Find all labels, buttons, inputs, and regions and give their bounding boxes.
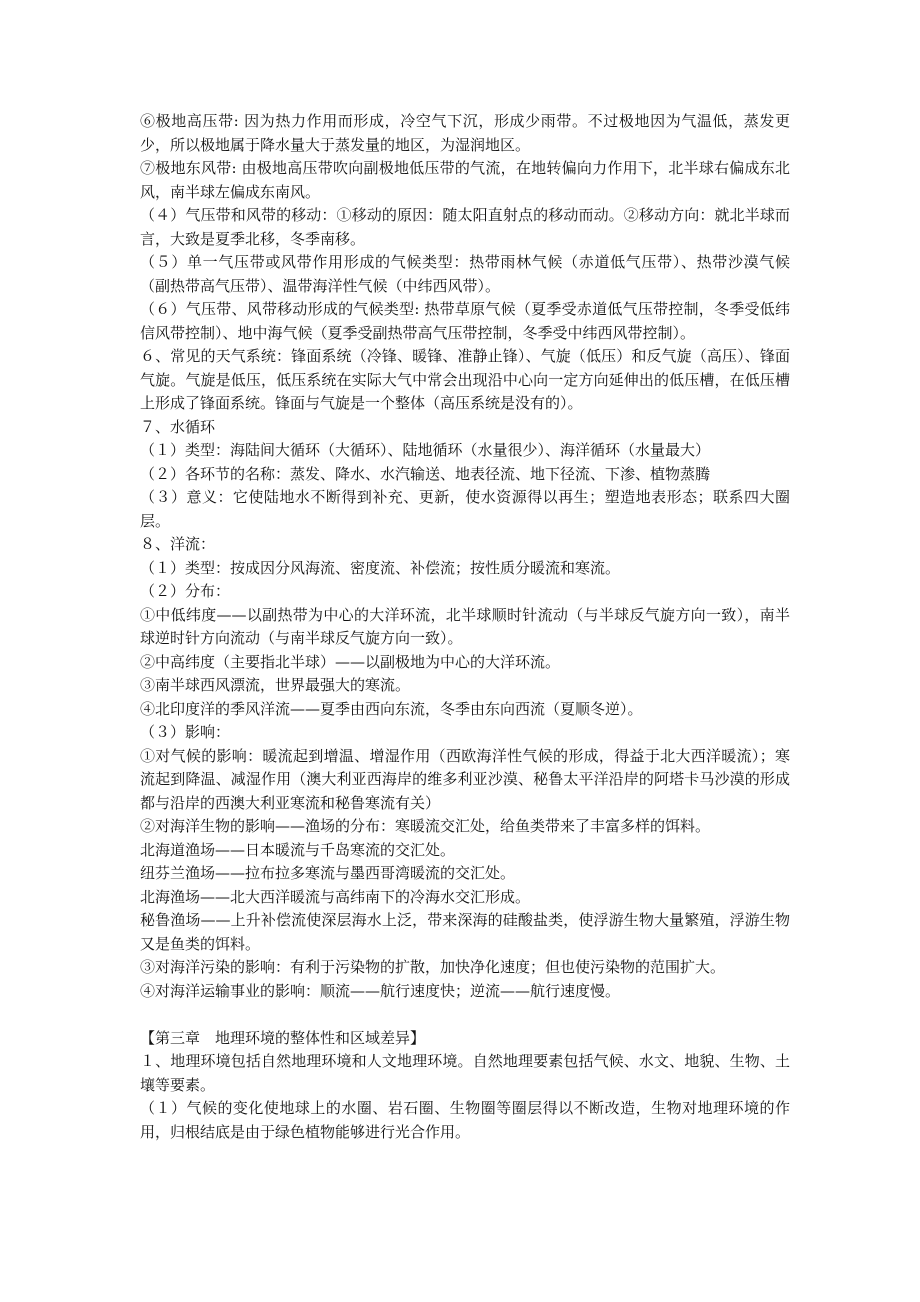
para-effect-pollution: ③对海洋污染的影响：有利于污染物的扩散，加快净化速度；但也使污染物的范围扩大。 — [140, 958, 726, 976]
para-polar-high: ⑥极地高压带: 因为热力作用而形成，冷空气下沉，形成少雨带。不过极地因为气温低，蒸发更少，所以极地属于降水量大于蒸发量的地区，为湿润地区。 — [140, 112, 790, 154]
para-current-types: （１）类型：按成因分风海流、密度流、补偿流；按性质分暖流和寒流。 — [140, 558, 621, 577]
para-west-wind-drift: ③南半球西风漂流，世界最强大的寒流。 — [140, 676, 411, 694]
para-belt-movement: （４）气压带和风带的移动：①移动的原因：随太阳直射点的移动而动。②移动方向：就北半球而言，大致是夏季北移，冬季南移。 — [140, 206, 790, 248]
para-mid-low-latitude: ①中低纬度——以副热带为中心的大洋环流，北半球顺时针流动（与半球反气旋方向一致），南半球逆时针方向流动（与南半球反气旋方向一致）。 — [140, 605, 790, 647]
para-north-sea-fishery: 北海渔场——北大西洋暖流与高纬南下的冷海水交汇形成。 — [140, 887, 531, 906]
chapter-title: 【第三章 地理环境的整体性和区域差异】 — [140, 1028, 426, 1047]
para-moving-belt-climate: （６）气压带、风带移动形成的气候类型: 热带草原气候（夏季受赤道低气压带控制，冬季受低纬信风带控制）、地中海气候（夏季受副热带高气压带控制，冬季受中纬西风带控制）。 — [140, 300, 790, 342]
heading-current-distribution: （２）分布： — [140, 582, 231, 600]
para-climate-change: （１）气候的变化使地球上的水圈、岩石圈、生物圈等圈层得以不断改造，生物对地理环境的作用，归根结底是由于绿色植物能够进行光合作用。 — [140, 1099, 790, 1141]
para-peru-fishery: 秘鲁渔场——上升补偿流使深层海水上泛，带来深海的硅酸盐类，使浮游生物大量繁殖，浮游生物又是鱼类的饵料。 — [140, 911, 790, 953]
para-water-cycle-meaning: （３）意义：它使陆地水不断得到补充、更新，使水资源得以再生；塑造地表形态；联系四大圈层。 — [140, 488, 790, 530]
para-single-belt-climate: （５）单一气压带或风带作用形成的气候类型：热带雨林气候（赤道低气压带）、热带沙漠气候（副热带高气压带）、温带海洋性气候（中纬西风带）。 — [140, 253, 790, 295]
para-geo-environment: １、地理环境包括自然地理环境和人文地理环境。自然地理要素包括气候、水文、地貌、生物、土壤等要素。 — [140, 1052, 790, 1094]
para-newfoundland-fishery: 纽芬兰渔场——拉布拉多寒流与墨西哥湾暖流的交汇处。 — [140, 864, 516, 882]
heading-current-effects: （３）影响： — [140, 723, 231, 741]
section-gap — [140, 1003, 790, 1027]
para-water-cycle-links: （２）各环节的名称：蒸发、降水、水汽输送、地表径流、地下径流、下渗、植物蒸腾 — [140, 464, 711, 483]
para-effect-shipping: ④对海洋运输事业的影响：顺流——航行速度快；逆流——航行速度慢。 — [140, 981, 621, 1000]
para-hokkaido-fishery: 北海道渔场——日本暖流与千岛寒流的交汇处。 — [140, 840, 456, 859]
para-effect-marine-life: ②对海洋生物的影响——渔场的分布：寒暖流交汇处，给鱼类带来了丰富多样的饵料。 — [140, 817, 711, 835]
para-mid-high-latitude: ②中高纬度（主要指北半球）——以副极地为中心的大洋环流。 — [140, 652, 561, 671]
para-effect-climate: ①对气候的影响：暖流起到增温、增湿作用（西欧海洋性气候的形成，得益于北大西洋暖流）；寒流起到降温、减湿作用（澳大利亚西海岸的维多利亚沙漠、秘鲁太平洋沿岸的阿塔卡马沙漠的形成都与沿岸的西澳大利亚寒流和秘鲁寒流有关） — [140, 746, 790, 812]
heading-ocean-currents: ８、洋流： — [140, 535, 216, 553]
para-weather-systems: ６、常见的天气系统：锋面系统（冷锋、暖锋、准静止锋）、气旋（低压）和反气旋（高压）、锋面气旋。气旋是低压，低压系统在实际大气中常会出现沿中心向一定方向延伸出的低压槽，在低压槽上形成了锋面系统。锋面与气旋是一个整体（高压系统是没有的）。 — [140, 347, 790, 412]
para-water-cycle-types: （１）类型：海陆间大循环（大循环）、陆地循环（水量很少）、海洋循环（水量最大） — [140, 441, 711, 459]
para-polar-easterlies: ⑦极地东风带: 由极地高压带吹向副极地低压带的气流，在地转偏向力作用下，北半球右偏成东北风，南半球左偏成东南风。 — [140, 159, 790, 201]
para-monsoon-current: ④北印度洋的季风洋流——夏季由西向东流，冬季由东向西流（夏顺冬逆）。 — [140, 699, 643, 718]
heading-water-cycle: ７、水循环 — [140, 417, 216, 436]
